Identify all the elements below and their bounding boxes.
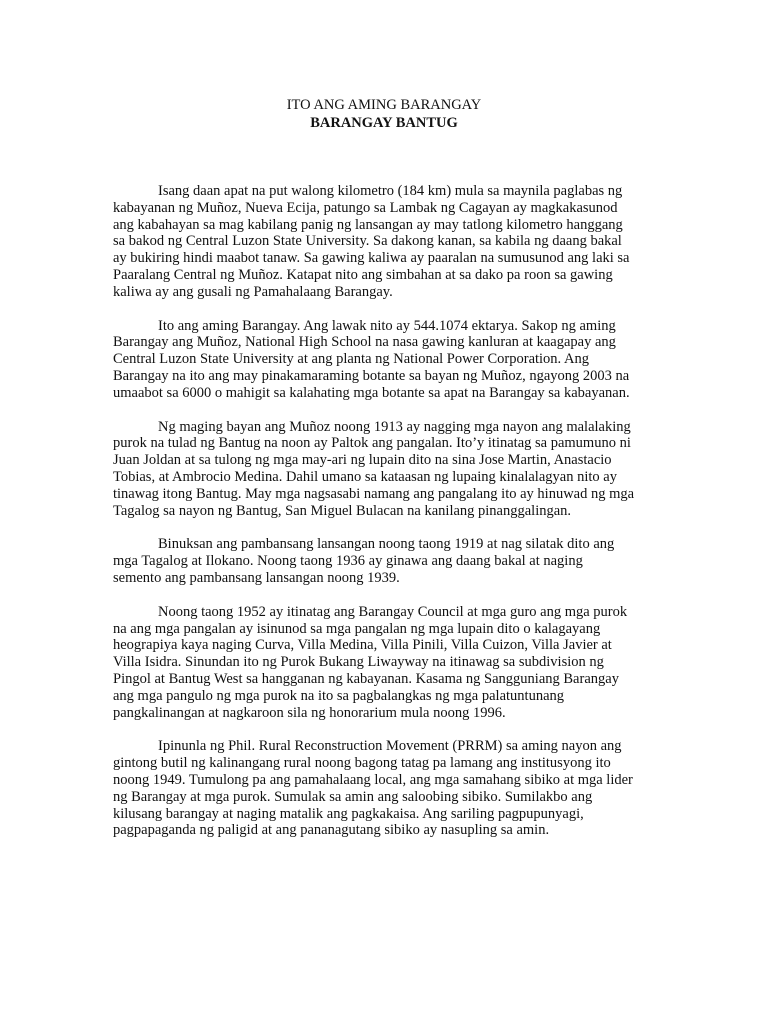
title-block xyxy=(0,96,768,132)
paragraph xyxy=(113,536,673,586)
text-line: heograpiya kaya naging Curva, Villa Medina, Villa Pinili, Villa Cuizon, Villa Javier at xyxy=(113,637,612,654)
paragraph xyxy=(113,419,673,520)
text-line: Pingol at Bantug West sa hangganan ng kabayanan. Kasama ng Sangguniang Barangay xyxy=(113,670,619,687)
text-line: mga Tagalog at Ilokano. Noong taong 1936 ay ginawa ang daang bakal at naging xyxy=(113,553,583,570)
text-line: Tagalog sa nayon ng Bantug, San Miguel Bulacan na kanilang pinanggalingan. xyxy=(113,502,572,519)
text-line: Barangay ang Muñoz, National High School na nasa gawing kanluran at kaagapay ang xyxy=(113,334,616,351)
text-line: gintong butil ng kalinangang rural noong bagong tatag pa lamang ang institusyong ito xyxy=(113,755,611,772)
text-line: Isang daan apat na put walong kilometro (184 km) mula sa maynila paglabas ng xyxy=(158,183,623,199)
text-line: ay bukiring hindi maabot tanaw. Sa gawing kaliwa ay paaralan na sumusunod ang laki sa xyxy=(113,250,630,267)
text-line: Villa Isidra. Sinundan ito ng Purok Bukang Liwayway na itinawag sa subdivision ng xyxy=(113,654,604,671)
text-line: na ang mga pangalan ay isinunod sa mga pangalan ng mga lupain dito o kalagayang xyxy=(113,620,601,637)
text-line: kaliwa ay ang gusali ng Pamahalaang Barangay. xyxy=(113,283,393,300)
text-line: Tobias, at Ambrocio Medina. Dahil umano sa kataasan ng lupaing kinalalagyan nito ay xyxy=(113,468,617,485)
text-line: Ipinunla ng Phil. Rural Reconstruction Movement (PRRM) sa aming nayon ang xyxy=(158,738,622,755)
paragraph xyxy=(113,183,673,301)
paragraph xyxy=(113,738,673,839)
text-line: kilusang barangay at naging matalik ang pagkakaisa. Ang sariling pagpupunyagi, xyxy=(113,805,584,822)
text-line: kabayanan ng Muñoz, Nueva Ecija, patungo sa Lambak ng Cagayan ay magkakasunod xyxy=(113,199,618,216)
text-line: Noong taong 1952 ay itinatag ang Barangay Council at mga guro ang mga purok xyxy=(158,603,628,620)
text-line: sa bakod ng Central Luzon State University. Sa dakong kanan, sa kabila ng daang bakal xyxy=(113,233,622,250)
text-line: semento ang pambansang lansangan noong 1939. xyxy=(113,569,400,586)
text-line: pangkalinangan at nagkaroon sila ng honorarium mula noong 1996. xyxy=(113,704,506,721)
text-line: noong 1949. Tumulong pa ang pamahalaang local, ang mga samahang sibiko at mga lider xyxy=(113,771,633,788)
text-line: pagpapaganda ng paligid at ang pananagutang sibiko ay nasupling sa amin. xyxy=(113,822,550,839)
paragraph xyxy=(113,318,673,402)
text-line: ang kabahayan sa mag kabilang panig ng lansangan ay may tatlong kilometro hanggang xyxy=(113,216,623,233)
text-line: Barangay na ito ang may pinakamaraming botante sa bayan ng Muñoz, ngayong 2003 na xyxy=(113,367,630,384)
text-line: Ng maging bayan ang Muñoz noong 1913 ay nagging mga nayon ang malalaking xyxy=(158,418,631,435)
document-subtitle: BARANGAY BANTUG xyxy=(310,115,458,131)
text-line: tinawag itong Bantug. May mga nagsasabi namang ang pangalang ito ay hinuwad ng mga xyxy=(113,485,635,502)
text-line: Binuksan ang pambansang lansangan noong taong 1919 at nag silatak dito ang xyxy=(158,536,615,553)
text-line: Central Luzon State University at ang planta ng National Power Corporation. Ang xyxy=(113,351,589,368)
text-line: Ito ang aming Barangay. Ang lawak nito ay 544.1074 ektarya. Sakop ng aming xyxy=(158,317,616,334)
text-line: purok na tulad ng Bantug na noon ay Paltok ang pangalan. Ito’y itinatag sa pamumuno ni xyxy=(113,435,631,452)
text-line: ang mga pangulo ng mga purok na ito sa pagbalangkas ng mga palatuntunang xyxy=(113,687,565,704)
text-line: Juan Joldan at sa tulong ng mga may-ari ng lupain dito na sina Jose Martin, Anastacio xyxy=(113,452,612,469)
paragraph xyxy=(113,604,673,722)
text-line: ng Barangay at mga purok. Sumulak sa amin ang saloobing sibiko. Sumilakbo ang xyxy=(113,788,593,805)
document-body xyxy=(113,183,673,856)
text-line: Paaralang Central ng Muñoz. Katapat nito ang simbahan at sa dako pa roon sa gawing xyxy=(113,266,613,283)
document-title: ITO ANG AMING BARANGAY xyxy=(286,97,482,113)
text-line: umaabot sa 6000 o mahigit sa kalahating mga botante sa apat na Barangay sa kabayanan. xyxy=(113,384,630,401)
